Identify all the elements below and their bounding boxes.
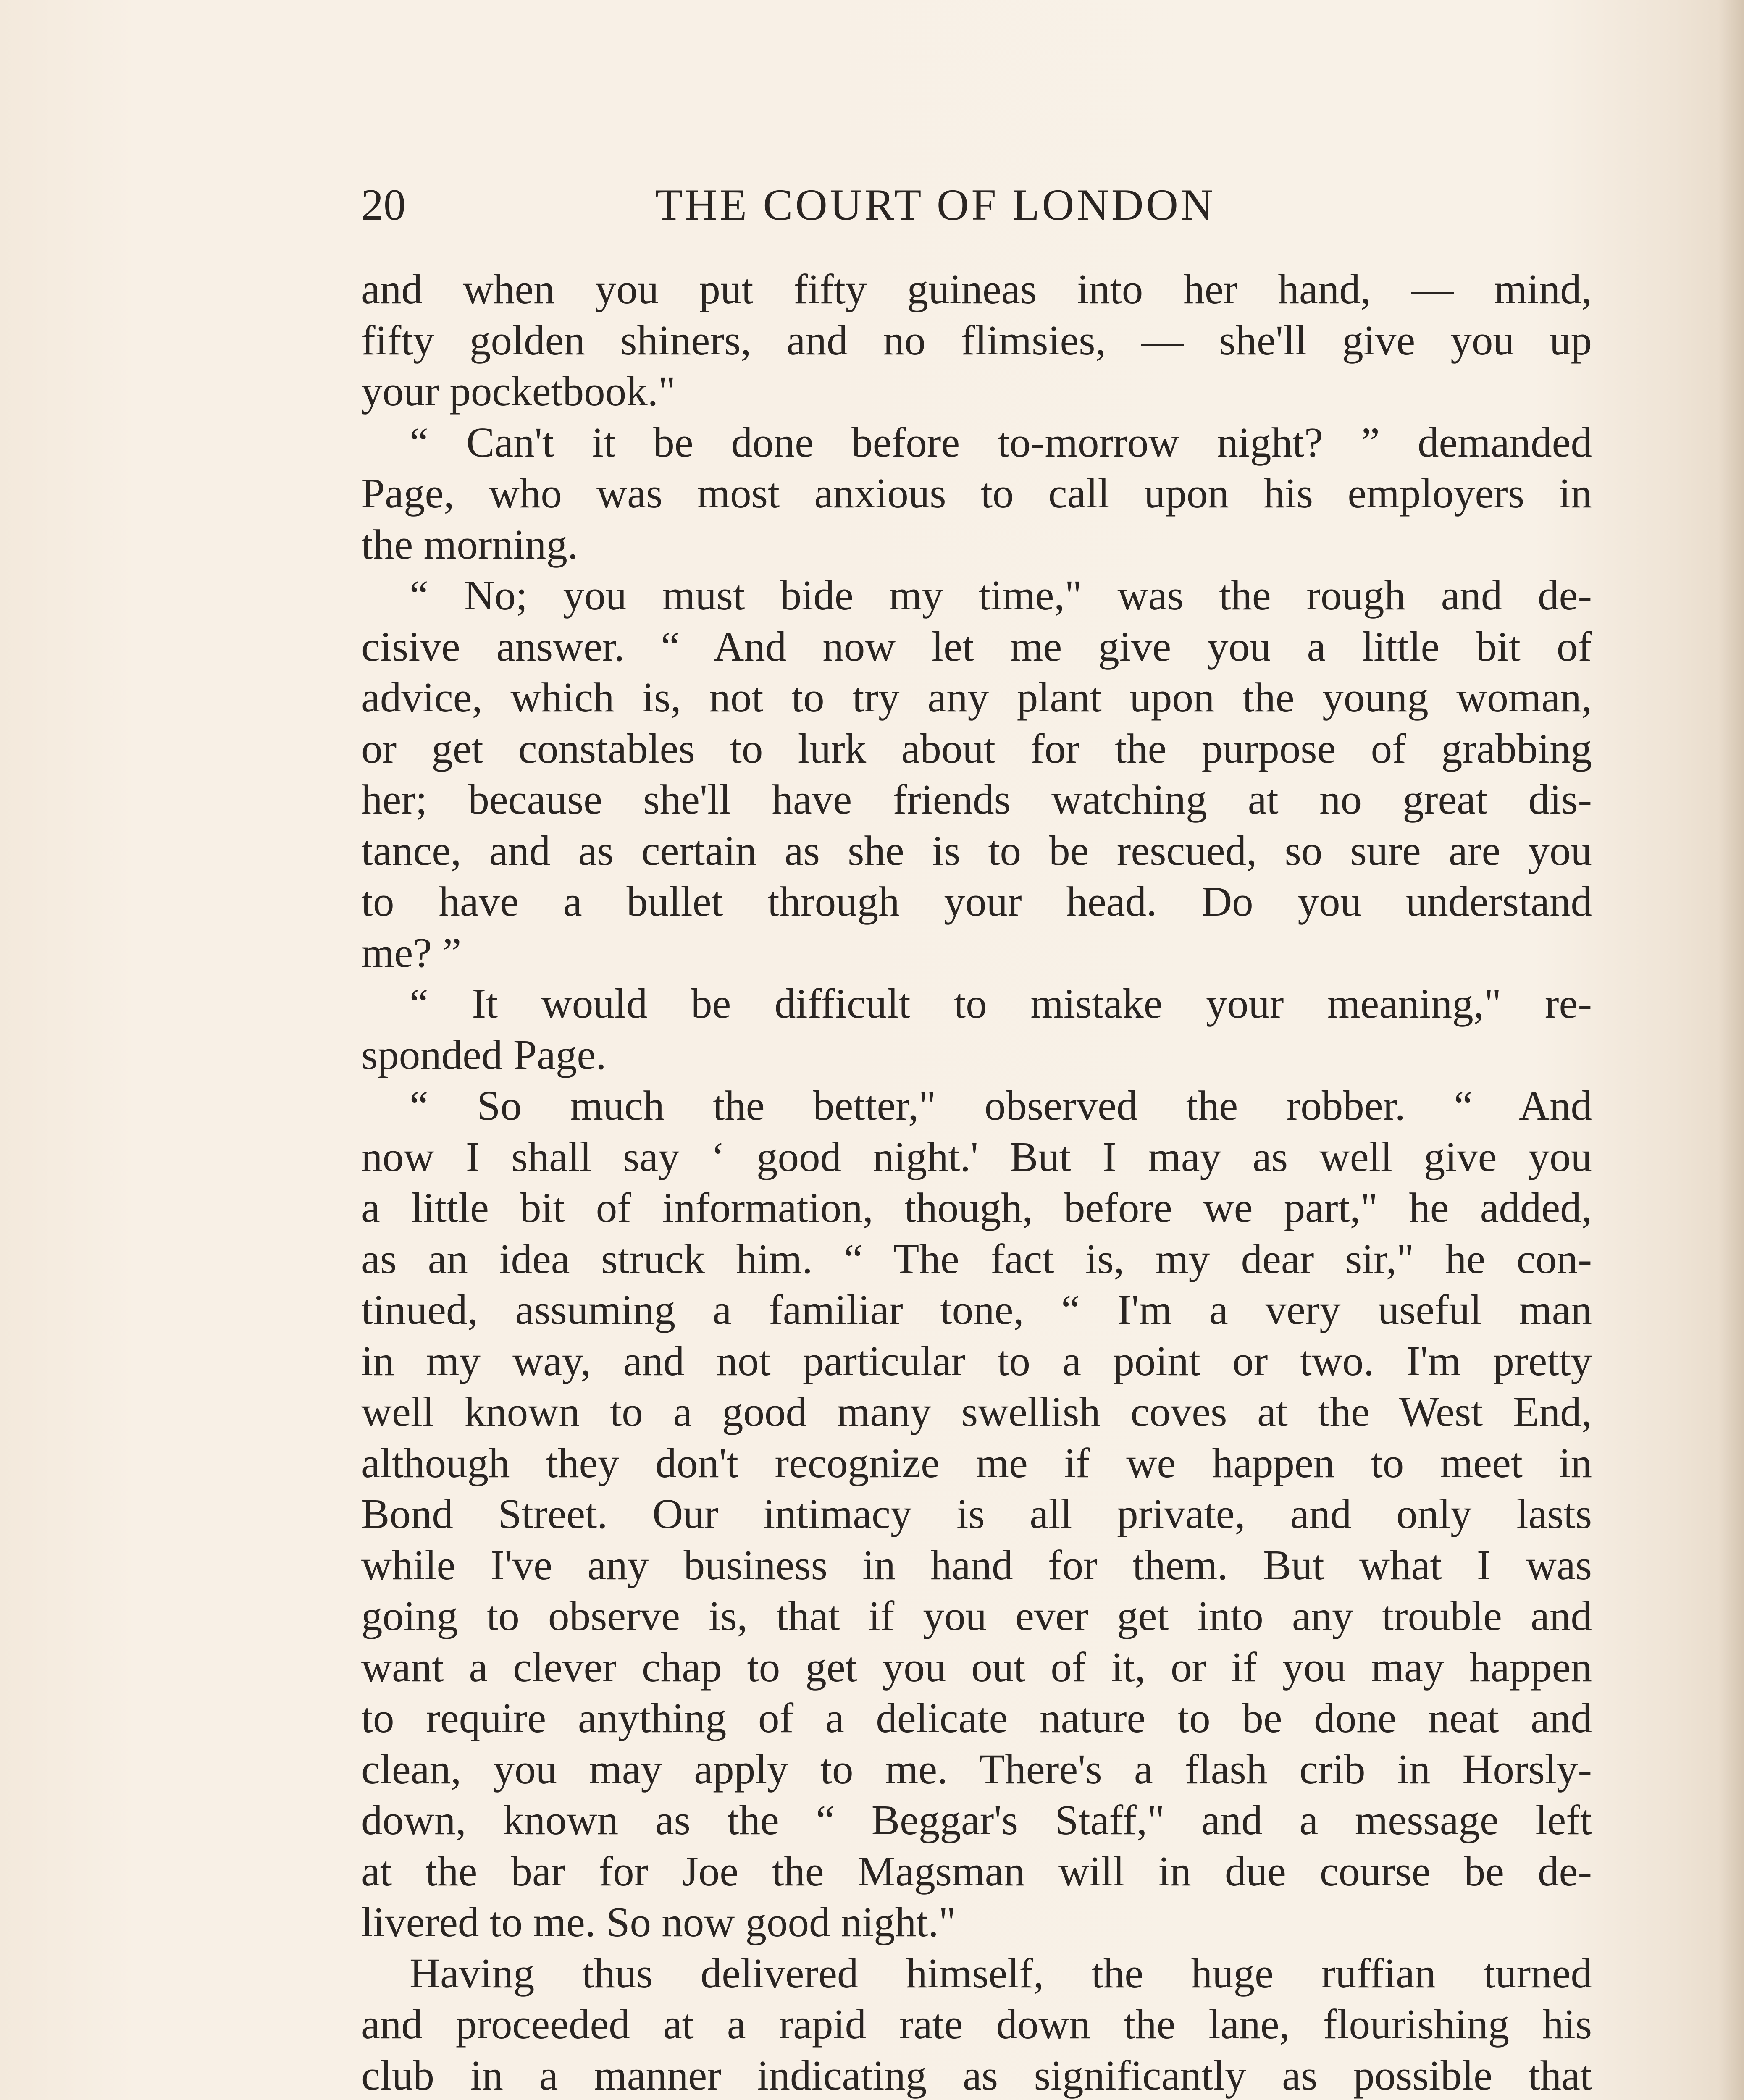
text-line: “ No; you must bide my time," was the rough and de- [410, 572, 1592, 619]
text-line: down, known as the “ Beggar's Staff," and a message left [361, 1796, 1592, 1843]
text-line: “ So much the better," observed the robber. “ And [410, 1082, 1592, 1129]
text-line: fifty golden shiners, and no flimsies, — she'll give you up [361, 316, 1592, 364]
text-line: as an idea struck him. “ The fact is, my dear sir," he con- [361, 1235, 1592, 1282]
text-line: while I've any business in hand for them. But what I was [361, 1541, 1592, 1588]
page-number: 20 [361, 180, 406, 229]
text-line: although they don't recognize me if we happen to meet in [361, 1439, 1592, 1486]
text-line: advice, which is, not to try any plant upon the young woman, [361, 674, 1592, 721]
text-line: your pocketbook." [361, 368, 676, 415]
text-line: and proceeded at a rapid rate down the lane, flourishing his [361, 2000, 1592, 2048]
text-line: at the bar for Joe the Magsman will in due course be de- [361, 1847, 1592, 1895]
text-line: sponded Page. [361, 1031, 607, 1078]
text-line: the morning. [361, 520, 578, 568]
running-header [361, 176, 1592, 234]
text-line: or get constables to lurk about for the purpose of grabbing [361, 724, 1592, 772]
body-text [361, 264, 1592, 2100]
text-line: going to observe is, that if you ever get into any trouble and [361, 1592, 1592, 1639]
text-line: me? ” [361, 929, 462, 976]
text-line: tinued, assuming a familiar tone, “ I'm a very useful man [361, 1286, 1592, 1333]
text-line: her; because she'll have friends watching at no great dis- [361, 776, 1592, 823]
text-line: Bond Street. Our intimacy is all private, and only lasts [361, 1490, 1592, 1537]
text-line: now I shall say ‘ good night.' But I may as well give you [361, 1133, 1592, 1180]
text-line: club in a manner indicating as significantly as possible that [361, 2051, 1592, 2099]
text-line: livered to me. So now good night." [361, 1898, 956, 1945]
text-line: well known to a good many swellish coves at the West End, [361, 1388, 1592, 1435]
text-line: to require anything of a delicate nature to be done neat and [361, 1694, 1592, 1741]
text-line: want a clever chap to get you out of it, or if you may happen [361, 1643, 1592, 1690]
text-line: and when you put fifty guineas into her hand, — mind, [361, 265, 1592, 312]
running-title: THE COURT OF LONDON [655, 180, 1216, 229]
text-line: Page, who was most anxious to call upon his employers in [361, 470, 1592, 517]
text-line: a little bit of information, though, before we part," he added, [361, 1184, 1592, 1231]
text-line: to have a bullet through your head. Do you understand [361, 878, 1592, 925]
text-line: Having thus delivered himself, the huge ruffian turned [410, 1949, 1592, 1997]
text-line: clean, you may apply to me. There's a flash crib in Horsly- [361, 1745, 1592, 1793]
text-line: tance, and as certain as she is to be rescued, so sure are you [361, 827, 1592, 874]
text-line: in my way, and not particular to a point or two. I'm pretty [361, 1337, 1592, 1384]
page-edge-shadow [1719, 0, 1744, 2100]
text-line: “ It would be difficult to mistake your meaning," re- [410, 980, 1592, 1027]
text-line: cisive answer. “ And now let me give you a little bit of [361, 622, 1592, 670]
text-line: “ Can't it be done before to-morrow night? ” demanded [410, 418, 1592, 466]
